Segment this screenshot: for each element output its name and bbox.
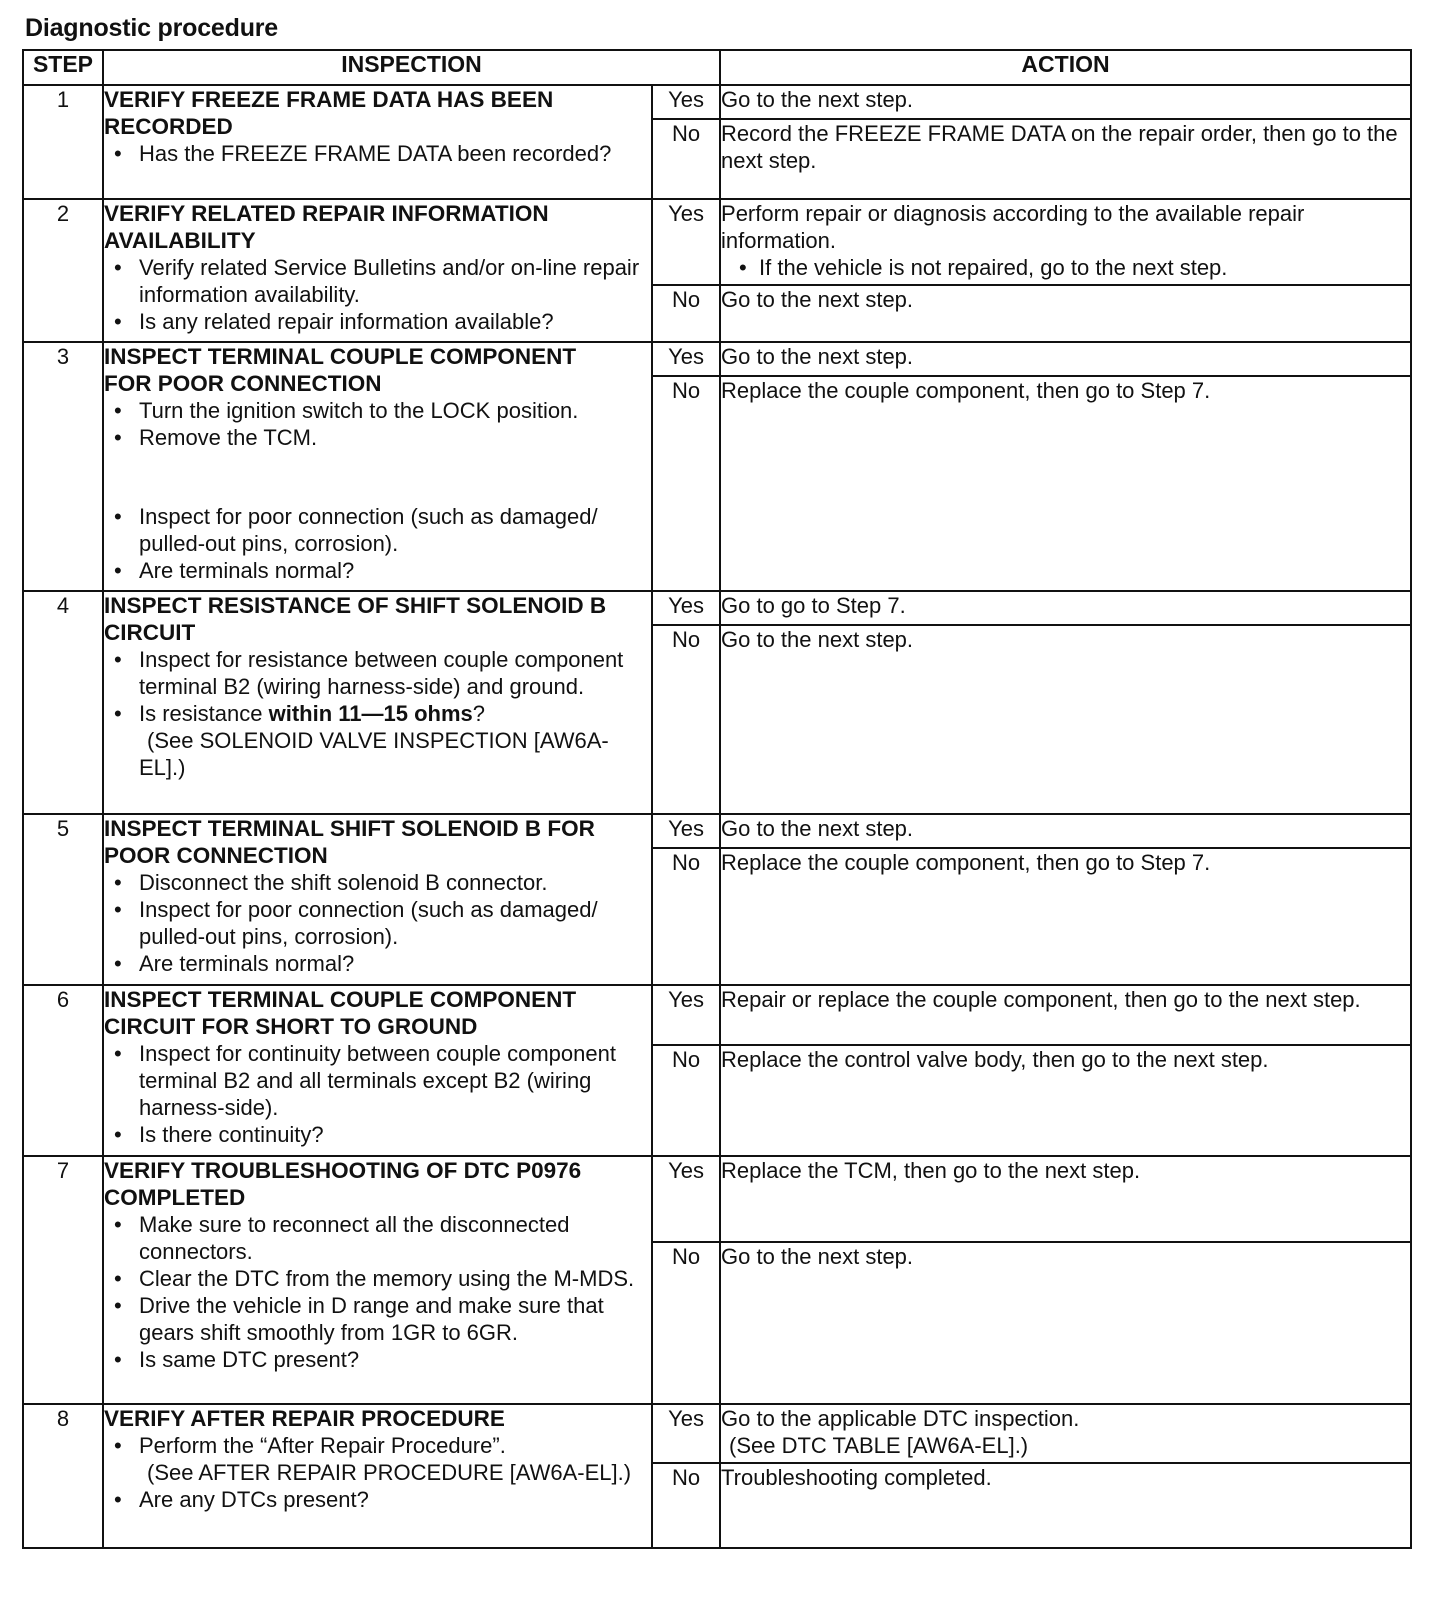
yes-action <box>720 1404 1411 1463</box>
yes-label: Yes <box>652 342 720 376</box>
inspection-cell <box>103 591 652 814</box>
inspection-title: INSPECT TERMINAL COUPLE COMPONENT FOR POOR CONNECTION <box>104 344 577 396</box>
inspection-bullet: • Is resistance within 11—15 ohms? (See SOLENOID VALVE INSPECTION [AW6A-EL].) <box>104 700 651 781</box>
page-title: Diagnostic procedure <box>25 14 278 42</box>
table-row <box>23 591 1411 625</box>
inspection-bullet: • Is any related repair information available? <box>104 308 651 335</box>
inspection-title: VERIFY RELATED REPAIR INFORMATION AVAILABILITY <box>104 201 549 253</box>
yes-label: Yes <box>652 985 720 1045</box>
no-label: No <box>652 848 720 985</box>
header-step: STEP <box>23 50 103 85</box>
no-action: Troubleshooting completed. <box>720 1463 1411 1548</box>
inspection-bullet: • Drive the vehicle in D range and make sure that gears shift smoothly from 1GR to 6GR. <box>104 1292 651 1346</box>
inspection-bullet: • Are terminals normal? <box>104 557 651 584</box>
inspection-title: VERIFY AFTER REPAIR PROCEDURE <box>104 1406 505 1431</box>
yes-action: Go to go to Step 7. <box>720 591 1411 625</box>
inspection-bullet: • Verify related Service Bulletins and/or on-line repair information availability. <box>104 254 651 308</box>
inspection-bullet: • Inspect for continuity between couple component terminal B2 and all terminals except B2 (wiring harness-side). <box>104 1040 651 1121</box>
inspection-cell <box>103 985 652 1156</box>
no-action: Go to the next step. <box>720 625 1411 814</box>
reference-note: (See SOLENOID VALVE INSPECTION [AW6A-EL].) <box>139 728 609 780</box>
yes-label: Yes <box>652 85 720 119</box>
no-action: Go to the next step. <box>720 285 1411 342</box>
no-action: Replace the couple component, then go to Step 7. <box>720 376 1411 591</box>
inspection-bullet: • Are any DTCs present? <box>104 1486 651 1513</box>
inspection-title: INSPECT TERMINAL SHIFT SOLENOID B FOR POOR CONNECTION <box>104 816 595 868</box>
yes-label: Yes <box>652 199 720 285</box>
inspection-bullet: • Is there continuity? <box>104 1121 651 1148</box>
step-number: 7 <box>23 1156 103 1404</box>
inspection-bullet: • Disconnect the shift solenoid B connector. <box>104 869 651 896</box>
step-number: 2 <box>23 199 103 342</box>
table-row <box>23 1404 1411 1463</box>
no-label: No <box>652 1463 720 1548</box>
yes-action: Go to the next step. <box>720 85 1411 119</box>
step-number: 5 <box>23 814 103 985</box>
table-row <box>23 342 1411 376</box>
yes-label: Yes <box>652 1404 720 1463</box>
inspection-cell <box>103 199 652 342</box>
step-number: 4 <box>23 591 103 814</box>
header-action: ACTION <box>720 50 1411 85</box>
table-row <box>23 199 1411 285</box>
yes-action-text: Go to the applicable DTC inspection. <box>721 1406 1080 1431</box>
yes-action: Repair or replace the couple component, then go to the next step. <box>720 985 1411 1045</box>
header-inspection: INSPECTION <box>103 50 720 85</box>
diagnostic-table <box>22 49 1412 1549</box>
yes-label: Yes <box>652 814 720 848</box>
no-action: Replace the couple component, then go to Step 7. <box>720 848 1411 985</box>
yes-action: Go to the next step. <box>720 342 1411 376</box>
yes-action <box>720 199 1411 285</box>
blank-space <box>104 451 651 503</box>
inspection-title: VERIFY TROUBLESHOOTING OF DTC P0976 COMPLETED <box>104 1158 582 1210</box>
no-label: No <box>652 285 720 342</box>
step-number: 8 <box>23 1404 103 1548</box>
yes-action-subbullet: • If the vehicle is not repaired, go to the next step. <box>721 254 1410 281</box>
step-number: 1 <box>23 85 103 199</box>
inspection-bullet: • Is same DTC present? <box>104 1346 651 1373</box>
inspection-bullet: • Are terminals normal? <box>104 950 651 977</box>
reference-note: (See DTC TABLE [AW6A-EL].) <box>729 1433 1029 1458</box>
inspection-bullet: • Remove the TCM. <box>104 424 651 451</box>
step-number: 3 <box>23 342 103 591</box>
inspection-cell <box>103 1156 652 1404</box>
inspection-cell <box>103 1404 652 1548</box>
yes-action: Replace the TCM, then go to the next step. <box>720 1156 1411 1242</box>
table-header-row <box>23 50 1411 85</box>
no-label: No <box>652 1242 720 1404</box>
inspection-title: VERIFY FREEZE FRAME DATA HAS BEEN RECORDED <box>104 87 554 139</box>
inspection-bullet: • Inspect for poor connection (such as damaged/ pulled-out pins, corrosion). <box>104 896 651 950</box>
no-action: Record the FREEZE FRAME DATA on the repair order, then go to the next step. <box>720 119 1411 199</box>
table-row <box>23 85 1411 119</box>
inspection-bullet: • Make sure to reconnect all the disconnected connectors. <box>104 1211 651 1265</box>
no-action: Go to the next step. <box>720 1242 1411 1404</box>
inspection-bullet: • Has the FREEZE FRAME DATA been recorded? <box>104 140 651 167</box>
resistance-spec: within 11—15 ohms <box>268 701 473 726</box>
yes-action: Go to the next step. <box>720 814 1411 848</box>
yes-action-text: Perform repair or diagnosis according to the available repair information. <box>721 201 1305 253</box>
inspection-title: INSPECT TERMINAL COUPLE COMPONENT CIRCUIT FOR SHORT TO GROUND <box>104 987 577 1039</box>
table-row <box>23 985 1411 1045</box>
inspection-bullet: • Inspect for poor connection (such as damaged/ pulled-out pins, corrosion). <box>104 503 651 557</box>
no-label: No <box>652 625 720 814</box>
step-number: 6 <box>23 985 103 1156</box>
no-label: No <box>652 376 720 591</box>
table-row <box>23 1156 1411 1242</box>
yes-label: Yes <box>652 1156 720 1242</box>
inspection-bullet: • Inspect for resistance between couple component terminal B2 (wiring harness-side) and ground. <box>104 646 651 700</box>
no-action: Replace the control valve body, then go to the next step. <box>720 1045 1411 1156</box>
inspection-cell <box>103 814 652 985</box>
no-label: No <box>652 1045 720 1156</box>
inspection-cell <box>103 85 652 199</box>
inspection-cell <box>103 342 652 591</box>
reference-note: (See AFTER REPAIR PROCEDURE [AW6A-EL].) <box>147 1460 632 1485</box>
inspection-bullet: • Perform the “After Repair Procedure”. (See AFTER REPAIR PROCEDURE [AW6A-EL].) <box>104 1432 651 1486</box>
yes-label: Yes <box>652 591 720 625</box>
inspection-title: INSPECT RESISTANCE OF SHIFT SOLENOID B CIRCUIT <box>104 593 607 645</box>
no-label: No <box>652 119 720 199</box>
inspection-bullet: • Turn the ignition switch to the LOCK position. <box>104 397 651 424</box>
inspection-bullet: • Clear the DTC from the memory using the M-MDS. <box>104 1265 651 1292</box>
table-row <box>23 814 1411 848</box>
